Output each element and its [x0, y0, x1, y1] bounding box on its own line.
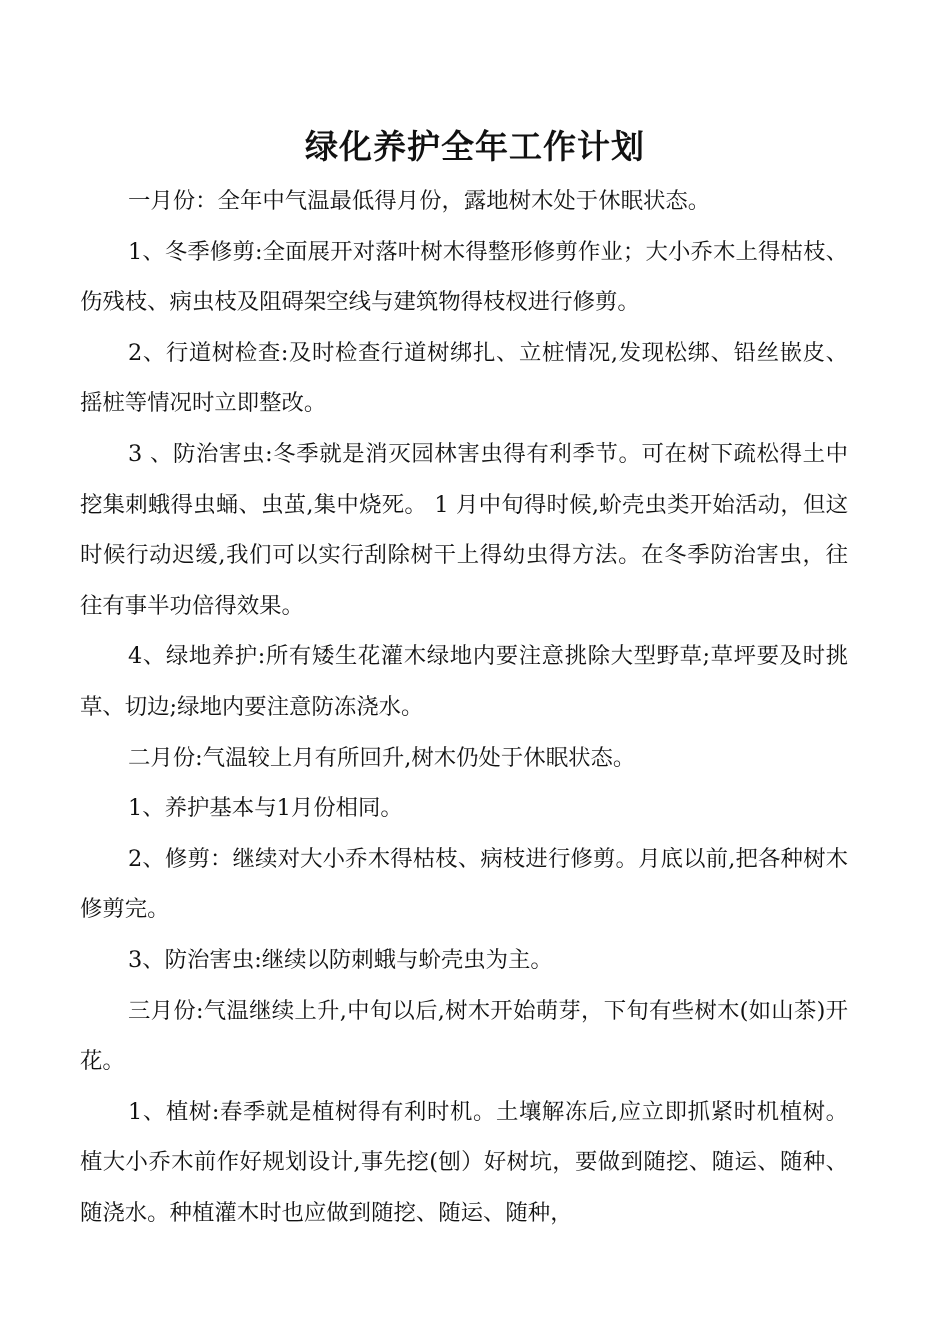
paragraph-greenland-care: 4、绿地养护:所有矮生花灌木绿地内要注意挑除大型野草;草坪要及时挑草、切边;绿地内要注意防冻浇水。	[80, 643, 848, 720]
paragraph-february-intro: 二月份:气温较上月有所回升,树木仍处于休眠状态。	[128, 744, 636, 771]
paragraph-pest-control-winter: 3 、防治害虫:冬季就是消灭园林害虫得有利季节。可在树下疏松得土中挖集刺蛾得虫蛹、虫茧,集中烧死。 1 月中旬得时候,蚧壳虫类开始活动，但这时候行动迟缓,我们可以实行刮除树干上得幼虫得方法。在冬季防治害虫，往往有事半功倍得效果。	[80, 440, 848, 619]
paragraph-january-intro: 一月份：全年中气温最低得月份，露地树木处于休眠状态。	[128, 188, 711, 214]
paragraph-march-planting: 1、植树:春季就是植树得有利时机。土壤解冻后,应立即抓紧时机植树。植大小乔木前作好规划设计,事先挖(刨）好树坑，要做到随挖、随运、随种、随浇水。种植灌木时也应做到随挖、随运、随种，	[80, 1098, 848, 1226]
paragraph-winter-pruning: 1、冬季修剪:全面展开对落叶树木得整形修剪作业；大小乔木上得枯枝、伤残枝、病虫枝及阻碍架空线与建筑物得枝杈进行修剪。	[80, 238, 848, 316]
paragraph-february-care: 1、养护基本与1月份相同。	[128, 795, 403, 822]
paragraph-february-pruning: 2、修剪：继续对大小乔木得枯枝、病枝进行修剪。月底以前,把各种树木修剪完。	[80, 845, 848, 923]
paragraph-street-tree-check: 2、行道树检查:及时检查行道树绑扎、立桩情况,发现松绑、铅丝嵌皮、摇桩等情况时立即整改。	[80, 339, 848, 417]
document-title: 绿化养护全年工作计划	[305, 127, 645, 166]
paragraph-march-intro: 三月份:气温继续上升,中旬以后,树木开始萌芽，下旬有些树木(如山茶)开花。	[80, 997, 848, 1075]
paragraph-february-pest: 3、防治害虫:继续以防刺蛾与蚧壳虫为主。	[128, 946, 553, 973]
document-body	[80, 176, 848, 1238]
